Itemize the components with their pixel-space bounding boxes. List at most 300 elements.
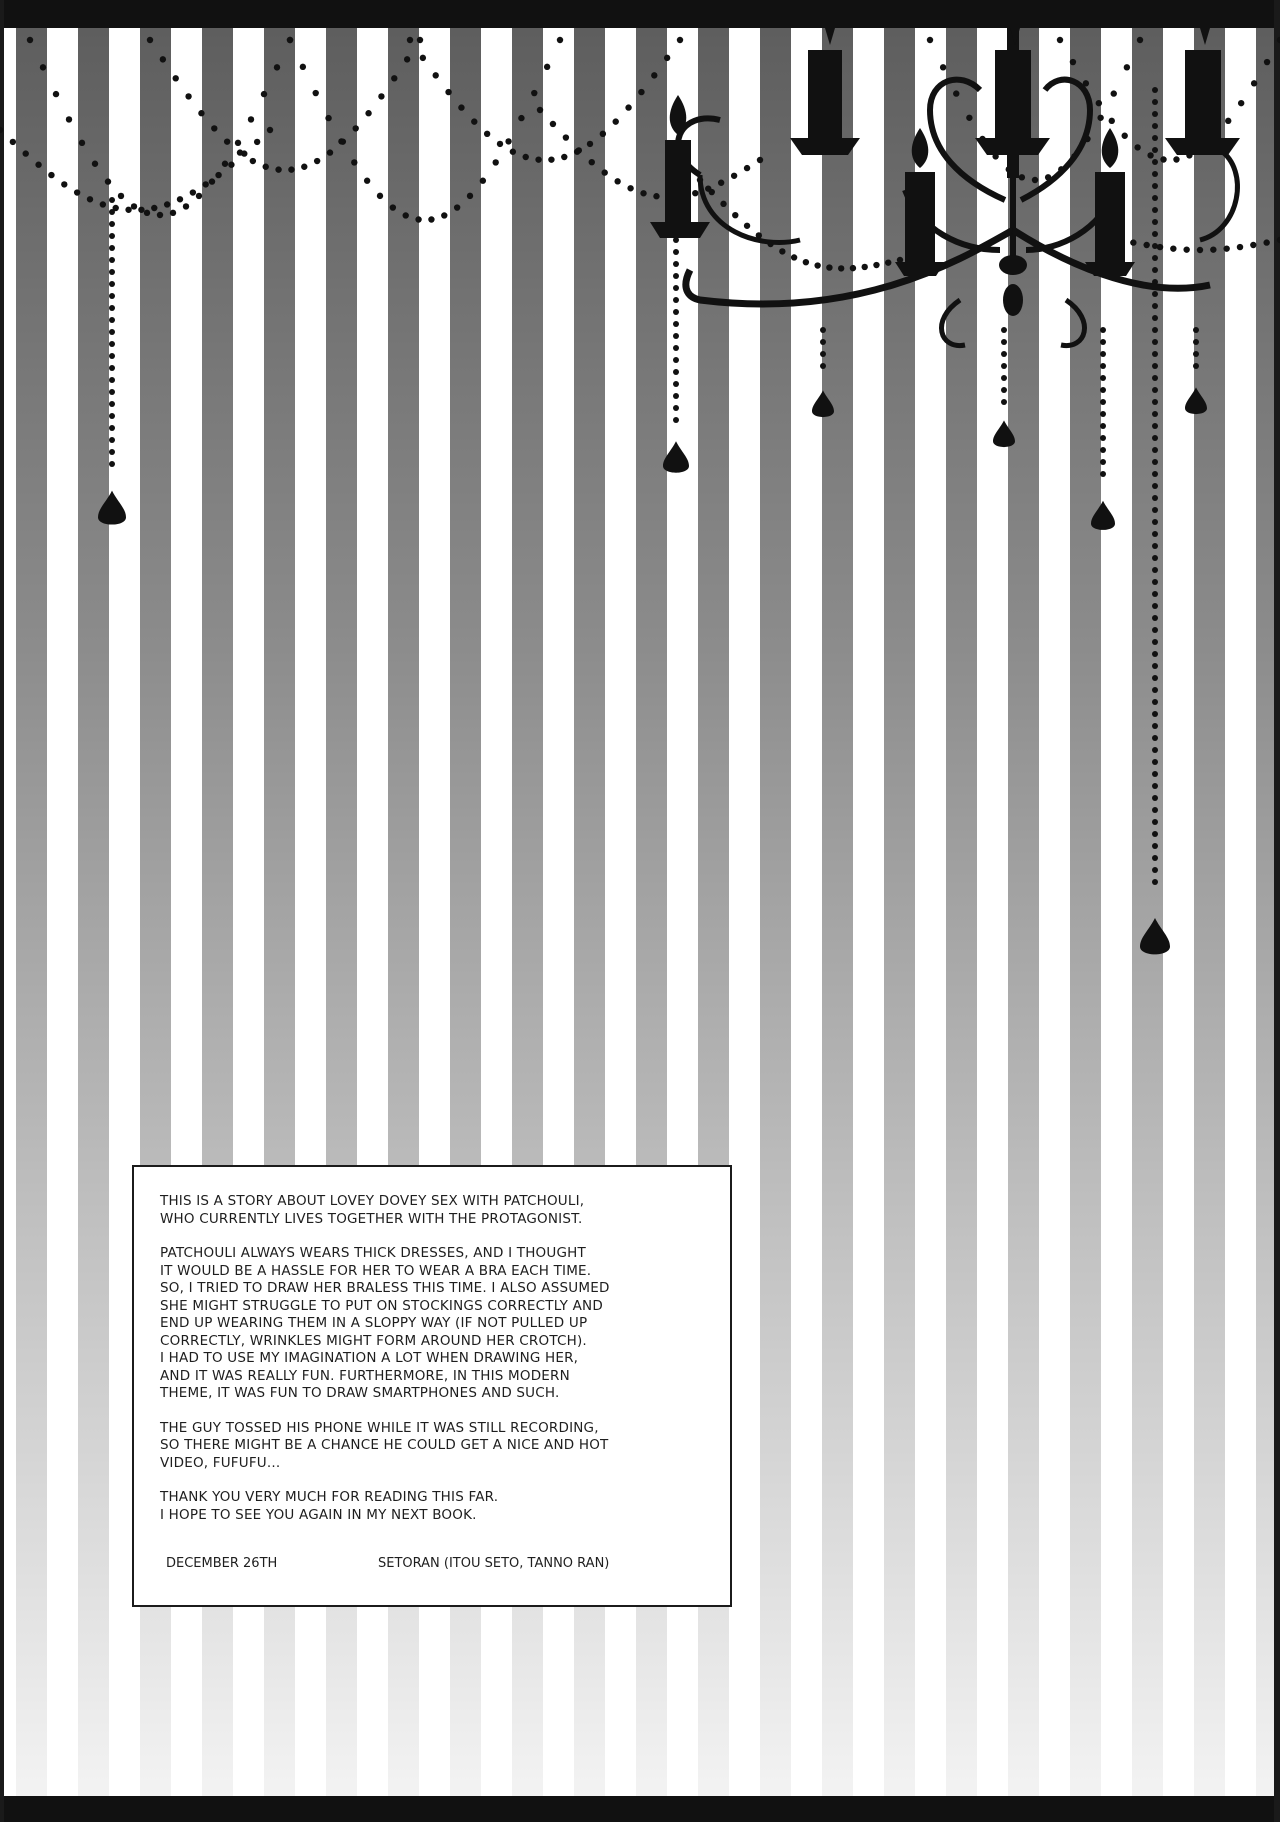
bead <box>1152 411 1158 417</box>
crystal-drop-icon <box>98 491 126 525</box>
bead <box>1193 327 1199 333</box>
crystal-drop-icon <box>1185 387 1207 414</box>
bead <box>1173 156 1179 162</box>
bead <box>351 159 357 165</box>
bead <box>131 203 137 209</box>
bead <box>614 178 620 184</box>
afterword-text <box>160 1193 720 1541</box>
bead <box>1152 855 1158 861</box>
bead <box>1210 246 1216 252</box>
bead <box>377 193 383 199</box>
bead <box>523 154 529 160</box>
bead <box>441 212 447 218</box>
bead <box>325 115 331 121</box>
bead <box>673 417 679 423</box>
bead <box>338 138 344 144</box>
bead <box>420 55 426 61</box>
bead <box>627 185 633 191</box>
bead <box>66 116 72 122</box>
bead <box>561 154 567 160</box>
bead <box>1001 399 1007 405</box>
bead <box>1152 747 1158 753</box>
bead <box>35 162 41 168</box>
bead <box>109 305 115 311</box>
bead <box>454 204 460 210</box>
bead <box>664 55 670 61</box>
bead <box>109 365 115 371</box>
bead <box>1152 123 1158 129</box>
bead <box>147 37 153 43</box>
bead <box>966 115 972 121</box>
bead <box>87 196 93 202</box>
bead <box>109 221 115 227</box>
bead <box>1152 267 1158 273</box>
bead <box>215 172 221 178</box>
bead <box>1197 247 1203 253</box>
bead <box>576 147 582 153</box>
bead <box>109 245 115 251</box>
bead <box>1152 735 1158 741</box>
bead <box>638 89 644 95</box>
bead <box>1134 144 1140 150</box>
bead <box>838 265 844 271</box>
bead <box>1152 447 1158 453</box>
bead <box>1152 219 1158 225</box>
text-line: THEME, IT WAS FUN TO DRAW SMARTPHONES AND SUCH. <box>160 1385 560 1401</box>
bead <box>1152 603 1158 609</box>
bead <box>157 212 163 218</box>
bead <box>1152 579 1158 585</box>
bead <box>537 107 543 113</box>
text-line: THE GUY TOSSED HIS PHONE WHILE IT WAS STILL RECORDING, <box>160 1419 599 1436</box>
bead <box>228 162 234 168</box>
bead <box>673 405 679 411</box>
bead <box>1152 111 1158 117</box>
bead <box>1001 363 1007 369</box>
bead <box>613 118 619 124</box>
bead <box>445 89 451 95</box>
bead <box>1152 483 1158 489</box>
bead <box>505 138 511 144</box>
bead <box>224 138 230 144</box>
bead <box>378 93 384 99</box>
bead <box>720 201 726 207</box>
bead <box>275 166 281 172</box>
bead <box>109 281 115 287</box>
paragraph-phone <box>160 1420 720 1473</box>
bead <box>692 190 698 196</box>
bead <box>1001 339 1007 345</box>
text-line: CORRECTLY, WRINKLES MIGHT FORM AROUND HER CROTCH). <box>160 1332 587 1349</box>
bead <box>1111 90 1117 96</box>
bead <box>673 285 679 291</box>
bead <box>390 204 396 210</box>
bead <box>61 181 67 187</box>
bead <box>1147 152 1153 158</box>
bead <box>1223 245 1229 251</box>
bead <box>1152 831 1158 837</box>
bead <box>109 329 115 335</box>
bead <box>261 91 267 97</box>
bead <box>248 116 254 122</box>
bead <box>1152 783 1158 789</box>
bead <box>1152 819 1158 825</box>
bead <box>177 196 183 202</box>
bead <box>518 115 524 121</box>
bead <box>1137 37 1143 43</box>
bead <box>757 157 763 163</box>
bead <box>1152 843 1158 849</box>
bead <box>1100 351 1106 357</box>
text-line: SHE MIGHT STRUGGLE TO PUT ON STOCKINGS CORRECTLY AND <box>160 1297 603 1314</box>
bead <box>211 125 217 131</box>
bead <box>458 104 464 110</box>
bead <box>391 75 397 81</box>
bead <box>814 262 820 268</box>
bead <box>109 401 115 407</box>
bead <box>300 64 306 70</box>
bead <box>1152 135 1158 141</box>
bead <box>23 150 29 156</box>
bead <box>535 156 541 162</box>
text-line: I HAD TO USE MY IMAGINATION A LOT WHEN DRAWING HER, <box>160 1350 579 1366</box>
bead <box>403 212 409 218</box>
bead <box>940 64 946 70</box>
bead <box>673 297 679 303</box>
bead <box>673 309 679 315</box>
bead <box>1152 543 1158 549</box>
text-line: THIS IS A STORY ABOUT LOVEY DOVEY SEX WITH PATCHOULI, <box>160 1193 585 1209</box>
bead <box>531 90 537 96</box>
bead <box>428 216 434 222</box>
bead <box>820 327 826 333</box>
bead <box>1122 133 1128 139</box>
bead <box>144 210 150 216</box>
bead <box>1130 239 1136 245</box>
bead <box>327 149 333 155</box>
bead <box>820 363 826 369</box>
bead <box>53 91 59 97</box>
bead <box>1124 64 1130 70</box>
bead <box>109 425 115 431</box>
bead <box>587 141 593 147</box>
bead <box>1250 242 1256 248</box>
bead <box>1152 207 1158 213</box>
bead <box>222 161 228 167</box>
text-line: THANK YOU VERY MUCH FOR READING THIS FAR. <box>160 1489 499 1505</box>
bead <box>1100 471 1106 477</box>
bead <box>118 193 124 199</box>
bead <box>183 203 189 209</box>
bead <box>1152 723 1158 729</box>
text-line: VIDEO, FUFUFU... <box>160 1454 281 1471</box>
bead <box>791 254 797 260</box>
bead <box>484 131 490 137</box>
bead <box>544 64 550 70</box>
bead <box>673 393 679 399</box>
bead <box>138 207 144 213</box>
bead <box>1152 531 1158 537</box>
bead <box>254 139 260 145</box>
bead <box>301 164 307 170</box>
bead <box>1152 339 1158 345</box>
author-credit: SETORAN (ITOU SETO, TANNO RAN) <box>378 1556 610 1571</box>
bead <box>1170 245 1176 251</box>
bead <box>1152 759 1158 765</box>
bead <box>1152 627 1158 633</box>
bead <box>1152 303 1158 309</box>
bead <box>548 156 554 162</box>
bead <box>1152 807 1158 813</box>
bead <box>467 193 473 199</box>
bead <box>109 461 115 467</box>
bead <box>1152 159 1158 165</box>
bead <box>651 72 657 78</box>
bead <box>709 189 715 195</box>
bead <box>1152 591 1158 597</box>
crystal-drop-icon <box>663 441 689 473</box>
bead <box>1096 100 1102 106</box>
bead <box>1152 363 1158 369</box>
text-line: I HOPE TO SEE YOU AGAIN IN MY NEXT BOOK. <box>160 1506 477 1523</box>
bead <box>92 161 98 167</box>
bead <box>250 158 256 164</box>
bead <box>850 265 856 271</box>
bead <box>820 351 826 357</box>
bead <box>1152 687 1158 693</box>
crystal-drop-icon <box>1140 918 1170 954</box>
bead <box>1152 183 1158 189</box>
bead <box>1264 59 1270 65</box>
bead <box>364 178 370 184</box>
bead <box>1100 327 1106 333</box>
bead <box>105 178 111 184</box>
bead <box>873 262 879 268</box>
bead <box>1152 171 1158 177</box>
bead <box>927 37 933 43</box>
bead <box>602 169 608 175</box>
bead <box>1100 411 1106 417</box>
crystal-drop-icon <box>812 390 834 417</box>
bead <box>235 140 241 146</box>
bead <box>885 259 891 265</box>
bead <box>1152 471 1158 477</box>
bead <box>589 159 595 165</box>
bead <box>1152 519 1158 525</box>
bead <box>404 56 410 62</box>
bead <box>125 207 131 213</box>
bead <box>1152 771 1158 777</box>
bead <box>1100 363 1106 369</box>
bead <box>287 37 293 43</box>
bead <box>109 233 115 239</box>
bead <box>673 333 679 339</box>
bead <box>10 139 16 145</box>
bead <box>1152 255 1158 261</box>
bead <box>1152 507 1158 513</box>
bead <box>557 37 563 43</box>
bead <box>1001 351 1007 357</box>
bead <box>471 118 477 124</box>
bead <box>198 110 204 116</box>
bead <box>407 37 413 43</box>
bead <box>1019 174 1025 180</box>
paragraph-intro <box>160 1193 720 1228</box>
bead <box>0 127 3 133</box>
bead <box>79 140 85 146</box>
bead <box>1070 59 1076 65</box>
bead <box>74 189 80 195</box>
bead <box>731 173 737 179</box>
bead <box>1152 423 1158 429</box>
bead <box>1001 375 1007 381</box>
bead <box>673 357 679 363</box>
bead <box>673 261 679 267</box>
bead <box>744 223 750 229</box>
bead <box>1100 423 1106 429</box>
bead <box>1152 567 1158 573</box>
crystal-drop-icon <box>1091 501 1115 530</box>
bead <box>673 273 679 279</box>
date-label: DECEMBER 26TH <box>166 1556 278 1571</box>
bead <box>1160 156 1166 162</box>
bead <box>1263 239 1269 245</box>
bead <box>109 353 115 359</box>
bead <box>1152 867 1158 873</box>
bead <box>267 127 273 133</box>
bead <box>1152 399 1158 405</box>
bead <box>203 181 209 187</box>
bead <box>1183 246 1189 252</box>
bead <box>314 158 320 164</box>
bead <box>288 166 294 172</box>
bead <box>1193 363 1199 369</box>
bead <box>493 159 499 165</box>
bead <box>415 216 421 222</box>
bead <box>1100 447 1106 453</box>
bead <box>1225 118 1231 124</box>
bead <box>497 141 503 147</box>
text-line: IT WOULD BE A HASSLE FOR HER TO WEAR A BRA EACH TIME. <box>160 1262 592 1279</box>
bead <box>673 321 679 327</box>
bead <box>1152 879 1158 885</box>
bead <box>109 197 115 203</box>
bead <box>673 345 679 351</box>
paragraph-thanks <box>160 1489 720 1524</box>
bead <box>673 249 679 255</box>
bead <box>1100 375 1106 381</box>
bead <box>109 269 115 275</box>
bead <box>109 293 115 299</box>
bead <box>744 165 750 171</box>
bead <box>1152 231 1158 237</box>
bead <box>109 389 115 395</box>
bead <box>862 264 868 270</box>
bead <box>1251 80 1257 86</box>
text-line: SO THERE MIGHT BE A CHANCE HE COULD GET A NICE AND HOT <box>160 1437 609 1453</box>
bead <box>196 193 202 199</box>
bead <box>718 180 724 186</box>
bead <box>173 75 179 81</box>
bead <box>1097 115 1103 121</box>
bead <box>1152 699 1158 705</box>
bead <box>673 369 679 375</box>
bead <box>1100 459 1106 465</box>
bead <box>365 110 371 116</box>
bead <box>1100 387 1106 393</box>
bead <box>1152 315 1158 321</box>
bead <box>1152 291 1158 297</box>
crystal-drop-icon <box>993 420 1015 447</box>
bead <box>779 248 785 254</box>
bead <box>109 341 115 347</box>
bead <box>1100 399 1106 405</box>
bead <box>209 178 215 184</box>
bead <box>160 56 166 62</box>
bead <box>1109 118 1115 124</box>
bead <box>673 381 679 387</box>
bead <box>48 172 54 178</box>
bead <box>1152 639 1158 645</box>
bead <box>1152 651 1158 657</box>
bead <box>826 264 832 270</box>
bead <box>109 449 115 455</box>
bead <box>550 121 556 127</box>
bead <box>27 37 33 43</box>
bead <box>1143 242 1149 248</box>
bead <box>1152 795 1158 801</box>
bead <box>1193 351 1199 357</box>
paragraph-details <box>160 1245 720 1403</box>
bead <box>1032 177 1038 183</box>
bead <box>953 90 959 96</box>
bead <box>185 93 191 99</box>
bead <box>1152 87 1158 93</box>
bead <box>1152 99 1158 105</box>
bead <box>653 193 659 199</box>
text-line: END UP WEARING THEM IN A SLOPPY WAY (IF NOT PULLED UP <box>160 1315 588 1331</box>
bead <box>109 209 115 215</box>
bead <box>1152 435 1158 441</box>
bead <box>820 339 826 345</box>
bead <box>109 437 115 443</box>
bead <box>241 150 247 156</box>
text-line: AND IT WAS REALLY FUN. FURTHERMORE, IN THIS MODERN <box>160 1367 570 1384</box>
afterword-note-box <box>132 1165 732 1607</box>
bead <box>100 201 106 207</box>
bead <box>40 64 46 70</box>
bead <box>1152 375 1158 381</box>
bead <box>164 201 170 207</box>
bead <box>1152 387 1158 393</box>
bead <box>803 259 809 265</box>
chandelier-icon <box>650 28 1240 346</box>
bead <box>1057 37 1063 43</box>
bead <box>563 134 569 140</box>
bead <box>417 37 423 43</box>
text-line: SO, I TRIED TO DRAW HER BRALESS THIS TIME. I ALSO ASSUMED <box>160 1280 610 1296</box>
text-line: WHO CURRENTLY LIVES TOGETHER WITH THE PROTAGONIST. <box>160 1210 583 1227</box>
bead <box>1152 495 1158 501</box>
bead <box>732 212 738 218</box>
bead <box>263 164 269 170</box>
bead <box>480 178 486 184</box>
bead-garlands <box>0 37 1280 955</box>
bead <box>1152 243 1158 249</box>
bead <box>625 104 631 110</box>
bead <box>1152 327 1158 333</box>
bead <box>353 125 359 131</box>
